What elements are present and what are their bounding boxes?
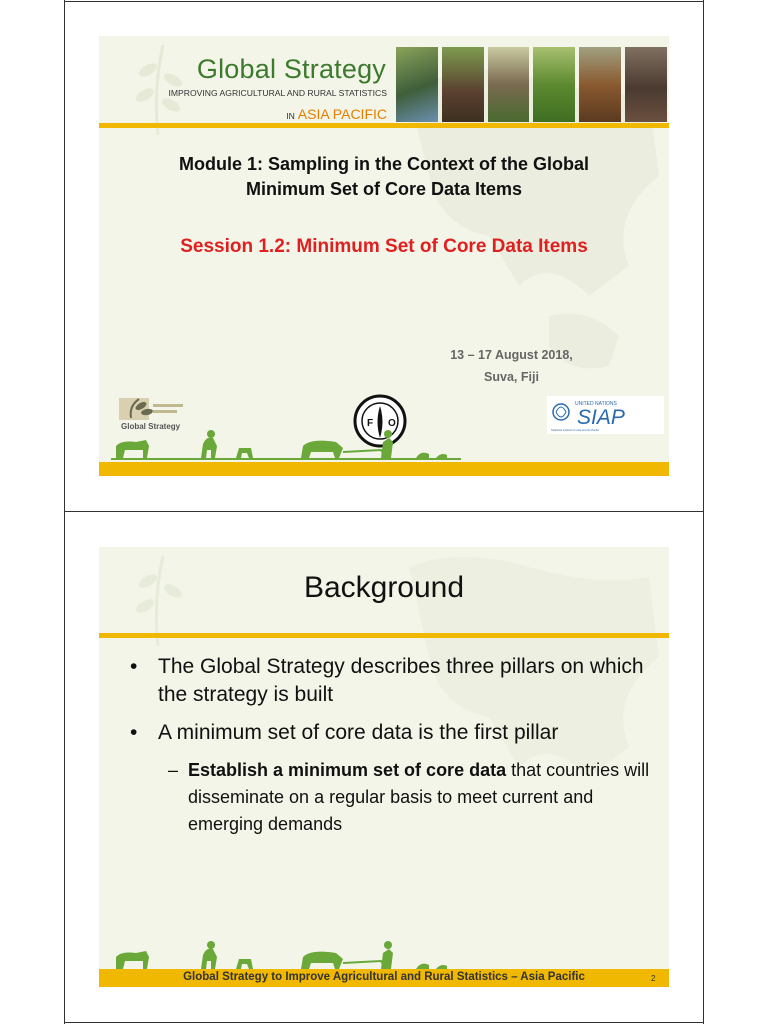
event-location: Suva, Fiji [484, 370, 539, 384]
siap-name: SIAP [577, 406, 625, 429]
photo-river [396, 47, 438, 122]
background-slide [99, 547, 669, 987]
siap-un-label: UNITED NATIONS [575, 401, 617, 407]
global-strategy-title: Global Strategy [196, 54, 386, 84]
title-yellow-bar [99, 633, 669, 638]
photo-tree [442, 47, 484, 122]
sub-bullet-dash: – [168, 760, 179, 780]
global-strategy-logo-text: Global Strategy [121, 422, 181, 431]
farm-silhouettes-icon [111, 428, 461, 463]
frame-top-line [64, 1, 704, 2]
region-prefix: IN [286, 111, 295, 121]
header-yellow-bar [99, 123, 669, 128]
sub-bullet-rest: that countries will disseminate on a regular basis to meet current and emerging demands [188, 760, 650, 834]
page-number: 2 [651, 974, 656, 983]
bullet-text: The Global Strategy describes three pillars on which the strategy is built [158, 655, 644, 706]
module-title [139, 152, 629, 202]
svg-text:F: F [367, 418, 374, 429]
header-subtitle: IMPROVING AGRICULTURAL AND RURAL STATISTICS [168, 88, 387, 98]
photo-farmer [488, 47, 530, 122]
header-photo-strip [396, 47, 667, 122]
session-title: Session 1.2: Minimum Set of Core Data Items [180, 236, 588, 257]
siap-logo-icon [547, 396, 664, 434]
footer-yellow-bar [99, 462, 669, 476]
sub-bullet-item [168, 757, 654, 838]
bullet-list [124, 653, 654, 838]
bullet-text: A minimum set of core data is the first pillar [158, 721, 559, 744]
bullet-item [124, 719, 654, 747]
sub-bullet-text [188, 757, 654, 838]
bullet-item [124, 653, 654, 709]
sub-bullet-bold: Establish a minimum set of core data [188, 760, 507, 780]
photo-cattle [579, 47, 621, 122]
header-region [219, 106, 387, 124]
title-slide [99, 36, 669, 476]
event-date: 13 – 17 August 2018, [450, 348, 573, 362]
bullet-dot: • [130, 655, 138, 678]
module-title-line1: Module 1: Sampling in the Context of the Global [178, 154, 589, 174]
module-title-line2: Minimum Set of Core Data Items [245, 179, 523, 199]
region-name: ASIA PACIFIC [297, 106, 387, 122]
photo-field [533, 47, 575, 122]
event-date-location [399, 344, 624, 388]
frame-divider-line [64, 511, 704, 512]
photo-woman [625, 47, 667, 122]
footer-text: Global Strategy to Improve Agricultural and Rural Statistics – Asia Pacific [183, 971, 585, 983]
svg-text:O: O [388, 418, 396, 429]
slide-title: Background [303, 571, 465, 604]
siap-logo [547, 396, 664, 434]
siap-subtitle: Statistical Institute for Asia and the Pacific [551, 429, 600, 432]
frame-bottom-line [64, 1022, 704, 1023]
bullet-dot: • [130, 721, 138, 744]
